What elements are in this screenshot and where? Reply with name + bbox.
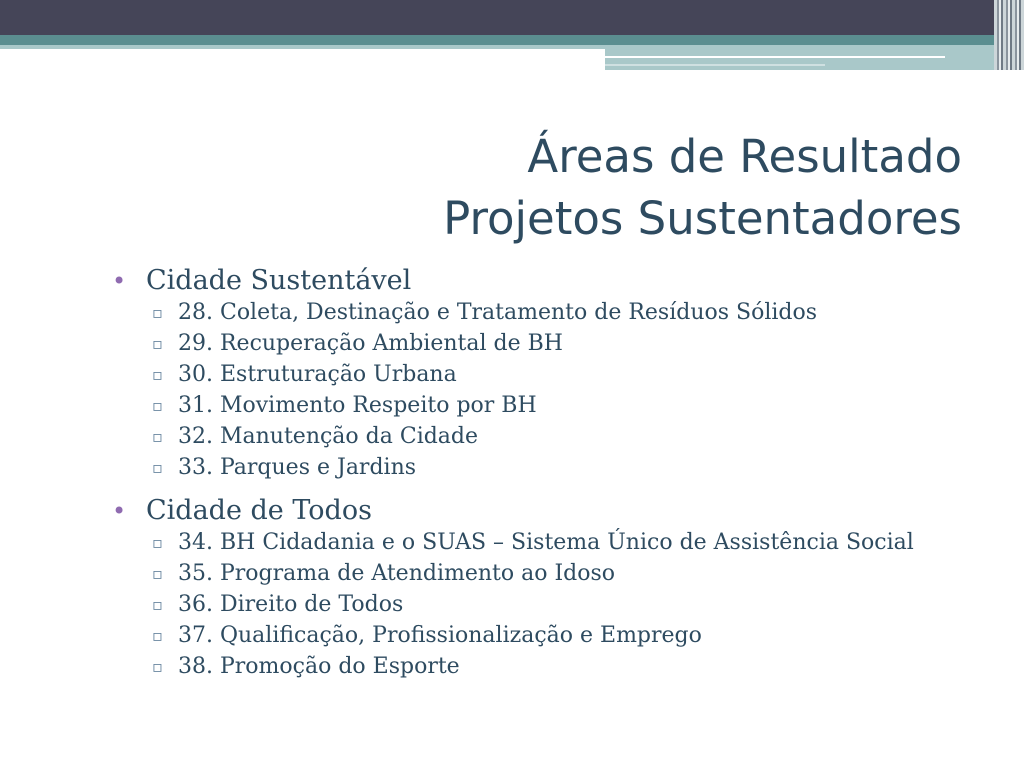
list-item [112,530,972,555]
sub-bullet-icon: ▫ [152,334,163,353]
sub-bullet-icon: ▫ [152,626,163,645]
section-heading [112,494,972,528]
list-item-text: 38. Promoção do Esporte [178,654,460,679]
list-item [112,561,972,586]
sub-bullet-icon: ▫ [152,427,163,446]
list-item-text: 35. Programa de Atendimento ao Idoso [178,561,616,586]
header-band-light [0,45,605,49]
list-item [112,455,972,480]
list-item [112,362,972,387]
list-item-text: 31. Movimento Respeito por BH [178,393,537,418]
slide-title-line2: Projetos Sustentadores [443,192,962,245]
header-band-right-line [605,64,825,66]
bullet-icon: • [112,497,127,525]
sub-bullet-icon: ▫ [152,533,163,552]
list-item [112,654,972,679]
list-item [112,592,972,617]
sub-bullet-icon: ▫ [152,458,163,477]
list-item-text: 37. Qualificação, Profissionalização e Emprego [178,623,702,648]
sub-bullet-icon: ▫ [152,303,163,322]
header-stripes [994,0,1024,70]
list-item-text: 29. Recuperação Ambiental de BH [178,331,563,356]
list-item [112,424,972,449]
bullet-icon: • [112,267,127,295]
list-item-text: 30. Estruturação Urbana [178,362,457,387]
slide-title-line1: Áreas de Resultado [527,130,962,183]
list-item [112,300,972,325]
list-item-text: 36. Direito de Todos [178,592,404,617]
list-item-text: 32. Manutenção da Cidade [178,424,479,449]
header-band-teal [0,35,1024,45]
section-heading-text: Cidade Sustentável [146,265,412,296]
header-band-right-line [605,56,945,58]
section-items [112,300,972,480]
list-item-text: 28. Coleta, Destinação e Tratamento de Resíduos Sólidos [178,300,818,325]
list-item [112,393,972,418]
section-heading-text: Cidade de Todos [146,495,372,526]
section [112,494,972,679]
sub-bullet-icon: ▫ [152,396,163,415]
list-item-text: 34. BH Cidadania e o SUAS – Sistema Único de Assistência Social [178,530,914,555]
list-item-text: 33. Parques e Jardins [178,455,417,480]
slide-title [262,126,962,250]
slide-content [112,264,972,693]
sub-bullet-icon: ▫ [152,564,163,583]
sub-bullet-icon: ▫ [152,365,163,384]
list-item [112,331,972,356]
section-heading [112,264,972,298]
sub-bullet-icon: ▫ [152,657,163,676]
section-items [112,530,972,679]
sub-bullet-icon: ▫ [152,595,163,614]
list-item [112,623,972,648]
section [112,264,972,480]
header-band-dark [0,0,1024,35]
